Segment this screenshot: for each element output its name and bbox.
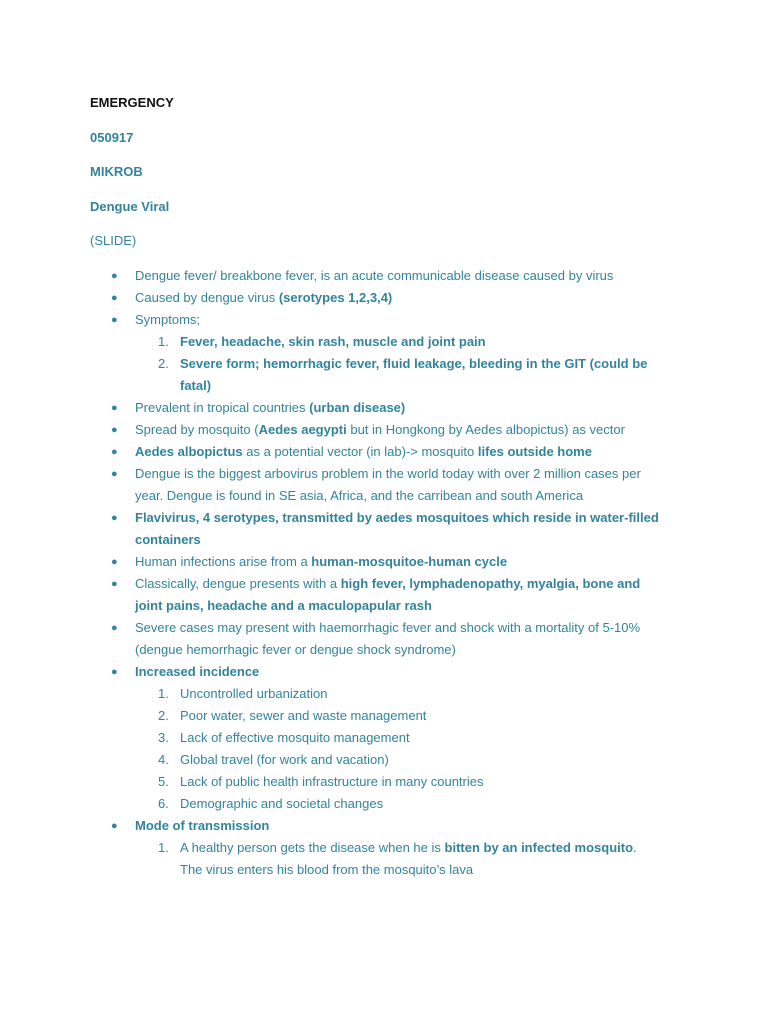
- text-line: [135, 507, 700, 529]
- text-line: [135, 639, 700, 661]
- bullet-dot-icon: ●: [111, 556, 118, 568]
- text-span: Lack of public health infrastructure in many countries: [180, 774, 484, 789]
- text-line: [135, 441, 700, 463]
- bullet-item: [0, 507, 700, 551]
- numbered-item: [0, 353, 700, 397]
- text-line: [135, 309, 700, 331]
- bullet-dot-icon: ●: [111, 578, 118, 590]
- text-line: [135, 485, 700, 507]
- bold-text: lifes outside home: [477, 444, 592, 459]
- text-span: .: [633, 840, 637, 855]
- text-span: Classically, dengue presents with a: [135, 576, 341, 591]
- bullet-item: [0, 287, 700, 309]
- numbered-item: [0, 683, 700, 705]
- bullet-item: [0, 419, 700, 441]
- text-span: Global travel (for work and vacation): [180, 752, 389, 767]
- text-span: year. Dengue is found in SE asia, Africa, and the carribean and south America: [135, 488, 584, 503]
- bullet-dot-icon: ●: [111, 446, 118, 458]
- text-span: Symptoms;: [135, 312, 201, 327]
- text-span: as a potential vector (in lab)-> mosquito: [242, 444, 478, 459]
- text-span: Caused by dengue virus: [135, 290, 279, 305]
- bold-text: bitten by an infected mosquito: [444, 840, 634, 855]
- bullet-dot-icon: ●: [111, 820, 118, 832]
- text-line: [135, 287, 700, 309]
- bullet-item: [0, 309, 700, 397]
- text-line: [135, 617, 700, 639]
- bullet-item: [0, 551, 700, 573]
- bullet-dot-icon: ●: [111, 424, 118, 436]
- bullet-dot-icon: ●: [111, 666, 118, 678]
- item-number: 3.: [158, 730, 169, 745]
- bold-text: Severe form; hemorrhagic fever, fluid leakage, bleeding in the GIT (could be: [180, 356, 648, 371]
- bold-text: Flavivirus, 4 serotypes, transmitted by aedes mosquitoes which reside in water-filled: [135, 510, 659, 525]
- text-line: [135, 419, 700, 441]
- text-line: [180, 705, 700, 727]
- bullet-dot-icon: ●: [111, 314, 118, 326]
- bold-text: joint pains, headache and a maculopapular rash: [135, 598, 432, 613]
- text-span: Poor water, sewer and waste management: [180, 708, 427, 723]
- numbered-item: [0, 705, 700, 727]
- text-line: [180, 793, 700, 815]
- bold-text: (serotypes 1,2,3,4): [278, 290, 393, 305]
- text-line: [180, 331, 700, 353]
- numbered-sublist: [135, 683, 700, 815]
- text-span: A healthy person gets the disease when he is: [180, 840, 445, 855]
- text-line: [135, 815, 700, 837]
- bold-text: Fever, headache, skin rash, muscle and joint pain: [180, 334, 486, 349]
- bold-text: high fever, lymphadenopathy, myalgia, bone and: [340, 576, 641, 591]
- bullet-item: [0, 617, 700, 661]
- bold-text: human-mosquitoe-human cycle: [311, 554, 508, 569]
- bullet-item: [0, 661, 700, 815]
- text-span: Uncontrolled urbanization: [180, 686, 328, 701]
- text-line: [135, 551, 700, 573]
- text-span: Human infections arise from a: [135, 554, 312, 569]
- bullet-dot-icon: ●: [111, 622, 118, 634]
- text-span: Severe cases may present with haemorrhagic fever and shock with a mortality of 5-10%: [135, 620, 641, 635]
- item-number: 5.: [158, 774, 169, 789]
- text-line: [135, 265, 700, 287]
- bullet-dot-icon: ●: [111, 292, 118, 304]
- item-number: 4.: [158, 752, 169, 767]
- doc-note: (SLIDE): [90, 233, 137, 248]
- numbered-sublist: [135, 837, 700, 881]
- item-number: 2.: [158, 708, 169, 723]
- text-span: The virus enters his blood from the mosquito’s lava: [180, 862, 474, 877]
- doc-code: 050917: [90, 130, 134, 145]
- bold-text: fatal): [180, 378, 212, 393]
- doc-title: EMERGENCY: [90, 95, 174, 110]
- text-span: Dengue is the biggest arbovirus problem in the world today with over 2 million cases per: [135, 466, 641, 481]
- doc-topic: Dengue Viral: [90, 199, 170, 214]
- text-span: but in Hongkong by Aedes albopictus) as vector: [346, 422, 625, 437]
- bold-text: containers: [135, 532, 201, 547]
- text-span: Lack of effective mosquito management: [180, 730, 410, 745]
- text-line: [180, 683, 700, 705]
- text-span: Spread by mosquito (: [135, 422, 259, 437]
- numbered-item: [0, 793, 700, 815]
- text-line: [135, 397, 700, 419]
- item-number: 2.: [158, 356, 169, 371]
- text-line: [180, 749, 700, 771]
- bold-text: Aedes albopictus: [135, 444, 243, 459]
- text-line: [135, 573, 700, 595]
- text-line: [180, 353, 700, 375]
- numbered-item: [0, 331, 700, 353]
- text-span: Dengue fever/ breakbone fever, is an acute communicable disease caused by virus: [135, 268, 614, 283]
- bullet-dot-icon: ●: [111, 468, 118, 480]
- bold-text: (urban disease): [309, 400, 406, 415]
- item-number: 1.: [158, 840, 169, 855]
- bullet-item: [0, 573, 700, 617]
- text-line: [180, 837, 700, 859]
- text-line: [135, 595, 700, 617]
- text-line: [180, 727, 700, 749]
- text-line: [180, 375, 700, 397]
- bullet-item: [0, 815, 700, 881]
- numbered-sublist: [135, 331, 700, 397]
- text-line: [135, 661, 700, 683]
- numbered-item: [0, 837, 700, 881]
- item-number: 1.: [158, 334, 169, 349]
- bold-text: Increased incidence: [135, 664, 260, 679]
- bullet-item: [0, 463, 700, 507]
- bold-text: Aedes aegypti: [258, 422, 347, 437]
- bullet-item: [0, 397, 700, 419]
- text-line: [180, 771, 700, 793]
- text-span: Demographic and societal changes: [180, 796, 384, 811]
- text-span: (dengue hemorrhagic fever or dengue shock syndrome): [135, 642, 456, 657]
- item-number: 6.: [158, 796, 169, 811]
- text-line: [135, 529, 700, 551]
- bold-text: Mode of transmission: [135, 818, 270, 833]
- bullet-item: [0, 441, 700, 463]
- numbered-item: [0, 749, 700, 771]
- bullet-list: [0, 265, 700, 881]
- text-span: Prevalent in tropical countries: [135, 400, 310, 415]
- text-line: [180, 859, 700, 881]
- text-line: [135, 463, 700, 485]
- bullet-item: [0, 265, 700, 287]
- doc-subject: MIKROB: [90, 164, 143, 179]
- bullet-dot-icon: ●: [111, 402, 118, 414]
- bullet-dot-icon: ●: [111, 512, 118, 524]
- item-number: 1.: [158, 686, 169, 701]
- numbered-item: [0, 771, 700, 793]
- bullet-dot-icon: ●: [111, 270, 118, 282]
- numbered-item: [0, 727, 700, 749]
